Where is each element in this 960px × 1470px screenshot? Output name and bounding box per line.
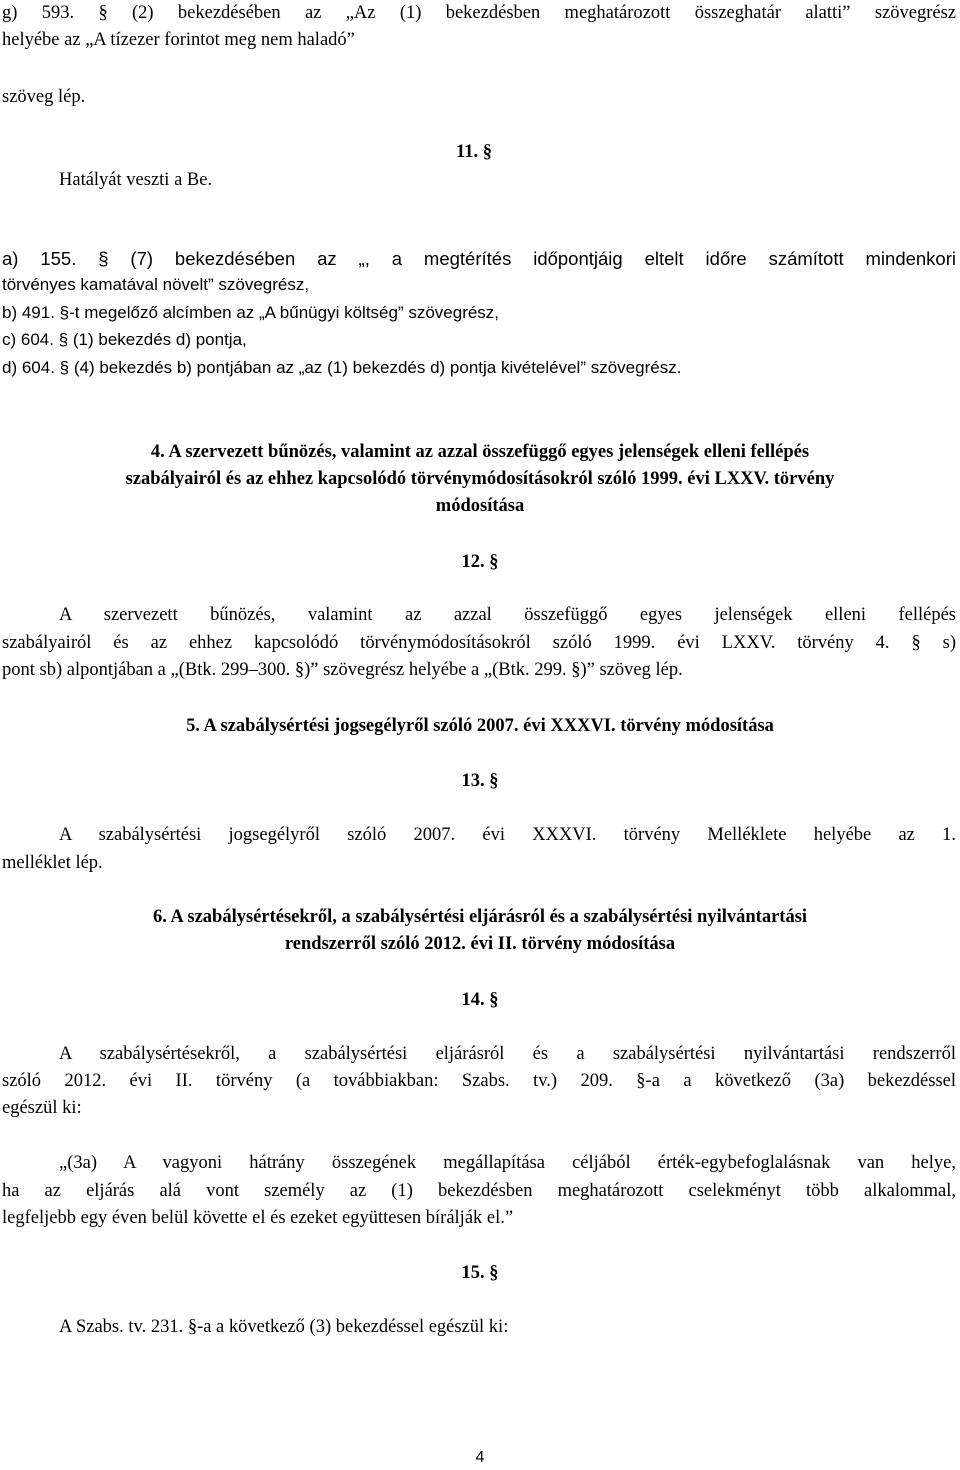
- part-title: 4. A szervezett bűnözés, valamint az azzal összefüggő egyes jelenségek elleni fellépés: [150, 442, 810, 462]
- paragraph: szabályairól és az ehhez kapcsolódó törvénymódosításokról szóló 1999. évi LXXV. törvény 4. § s): [2, 633, 956, 653]
- list-item: c) 604. § (1) bekezdés d) pontja,: [2, 330, 247, 349]
- text-line: szöveg lép.: [2, 87, 86, 107]
- list-item: d) 604. § (4) bekezdés b) pontjában az „az (1) bekezdés d) pontja kivételével” szövegrész.: [2, 358, 682, 377]
- paragraph: A szabálysértésekről, a szabálysértési eljárásról és a szabálysértési nyilvántartási rendszerről: [59, 1044, 956, 1064]
- page-number: 4: [475, 1449, 485, 1466]
- text-line: g) 593. § (2) bekezdésében az „Az (1) bekezdésben meghatározott összeghatár alatti” szövegrész: [2, 3, 956, 23]
- text-line: helyébe az „A tízezer forintot meg nem haladó”: [2, 30, 355, 50]
- list-item: törvényes kamatával növelt” szövegrész,: [2, 275, 310, 294]
- section-heading: 12. §: [461, 552, 499, 572]
- quoted-paragraph: „(3a) A vagyoni hátrány összegének megállapítása céljából érték-egybefoglalásnak van helye,: [59, 1153, 956, 1173]
- paragraph: A szabálysértési jogsegélyről szóló 2007. évi XXXVI. törvény Melléklete helyébe az 1.: [59, 825, 956, 845]
- section-heading: 13. §: [461, 771, 499, 791]
- part-title: 6. A szabálysértésekről, a szabálysértési eljárásról és a szabálysértési nyilvántartási: [152, 907, 808, 927]
- list-item: b) 491. §-t megelőző alcímben az „A bűnügyi költség” szövegrész,: [2, 303, 500, 322]
- quoted-paragraph: ha az eljárás alá vont személy az (1) bekezdésben meghatározott cselekményt több alkalommal,: [2, 1181, 956, 1201]
- part-title: szabályairól és az ehhez kapcsolódó törvénymódosításokról szóló 1999. évi LXXV. törvény: [125, 469, 835, 489]
- paragraph: pont sb) alpontjában a „(Btk. 299–300. §)” szövegrész helyébe a „(Btk. 299. §)” szöveg lép.: [2, 660, 683, 680]
- paragraph: A szervezett bűnözés, valamint az azzal összefüggő egyes jelenségek elleni fellépés: [59, 605, 956, 625]
- section-heading: 15. §: [461, 1263, 499, 1283]
- paragraph: melléklet lép.: [2, 853, 103, 873]
- part-title: rendszerről szóló 2012. évi II. törvény módosítása: [284, 934, 676, 954]
- section-heading: 11. §: [456, 142, 492, 162]
- list-item: a) 155. § (7) bekezdésében az „, a megtérítés időpontjáig eltelt időre számított mindenkori: [2, 248, 956, 269]
- part-title: módosítása: [435, 496, 525, 516]
- part-title: 5. A szabálysértési jogsegélyről szóló 2007. évi XXXVI. törvény módosítása: [186, 716, 774, 736]
- section-heading: 14. §: [461, 990, 499, 1010]
- paragraph: Hatályát veszti a Be.: [59, 170, 213, 190]
- paragraph: szóló 2012. évi II. törvény (a továbbiakban: Szabs. tv.) 209. §-a a következő (3a) bekezdéssel: [2, 1071, 956, 1091]
- paragraph: egészül ki:: [2, 1098, 82, 1118]
- paragraph: A Szabs. tv. 231. §-a a következő (3) bekezdéssel egészül ki:: [59, 1317, 509, 1337]
- quoted-paragraph: legfeljebb egy éven belül követte el és ezeket együttesen bírálják el.”: [2, 1208, 514, 1228]
